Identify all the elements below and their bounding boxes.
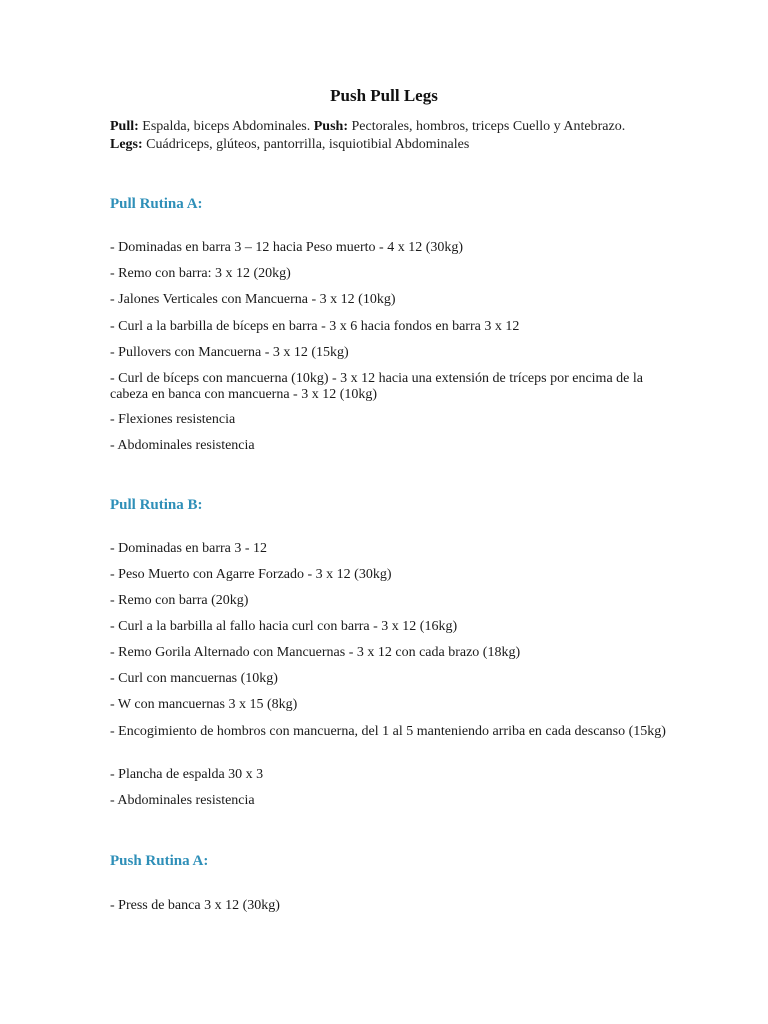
list-item: - Curl a la barbilla de bíceps en barra - 3 x 6 hacia fondos en barra 3 x 12 bbox=[110, 319, 520, 334]
pull-label: Pull: bbox=[110, 119, 139, 134]
list-item: - Remo con barra: 3 x 12 (20kg) bbox=[110, 266, 291, 281]
list-item: - Plancha de espalda 30 x 3 bbox=[110, 767, 264, 782]
section-heading-pull-b: Pull Rutina B: bbox=[110, 497, 203, 513]
list-item: - Curl a la barbilla al fallo hacia curl con barra - 3 x 12 (16kg) bbox=[110, 619, 458, 634]
list-item: - Dominadas en barra 3 - 12 bbox=[110, 541, 268, 556]
list-item: - Pullovers con Mancuerna - 3 x 12 (15kg) bbox=[110, 345, 349, 360]
list-item: - Dominadas en barra 3 – 12 hacia Peso muerto - 4 x 12 (30kg) bbox=[110, 240, 464, 255]
list-item: - Abdominales resistencia bbox=[110, 793, 255, 808]
list-item: - Jalones Verticales con Mancuerna - 3 x 12 (10kg) bbox=[110, 292, 396, 307]
pull-text: Espalda, biceps Abdominales. bbox=[138, 119, 314, 134]
summary-line-legs bbox=[110, 136, 670, 153]
summary-line-pull-push bbox=[110, 118, 670, 135]
list-item: - Flexiones resistencia bbox=[110, 412, 236, 427]
list-item: - Curl de bíceps con mancuerna (10kg) - 3 x 12 hacia una extensión de tríceps por encima de la cabeza en banca con mancuerna - 3 x 12 (10kg) bbox=[110, 371, 643, 402]
list-item: - Curl con mancuernas (10kg) bbox=[110, 671, 278, 686]
legs-text: Cuádriceps, glúteos, pantorrilla, isquiotibial Abdominales bbox=[142, 137, 470, 152]
document-title: Push Pull Legs bbox=[330, 86, 438, 105]
section-heading-pull-a: Pull Rutina A: bbox=[110, 196, 203, 212]
push-text: Pectorales, hombros, triceps Cuello y Antebrazo. bbox=[347, 119, 626, 134]
list-item: - W con mancuernas 3 x 15 (8kg) bbox=[110, 697, 298, 712]
list-item: - Peso Muerto con Agarre Forzado - 3 x 12 (30kg) bbox=[110, 567, 392, 582]
list-item: - Encogimiento de hombros con mancuerna, del 1 al 5 manteniendo arriba en cada descanso (15kg) bbox=[110, 724, 666, 739]
push-label: Push: bbox=[313, 119, 348, 134]
list-item: - Remo con barra (20kg) bbox=[110, 593, 249, 608]
list-item: - Press de banca 3 x 12 (30kg) bbox=[110, 898, 280, 913]
legs-label: Legs: bbox=[110, 137, 143, 152]
section-heading-push-a: Push Rutina A: bbox=[110, 853, 209, 869]
list-item: - Remo Gorila Alternado con Mancuernas - 3 x 12 con cada brazo (18kg) bbox=[110, 645, 521, 660]
list-item: - Abdominales resistencia bbox=[110, 438, 255, 453]
